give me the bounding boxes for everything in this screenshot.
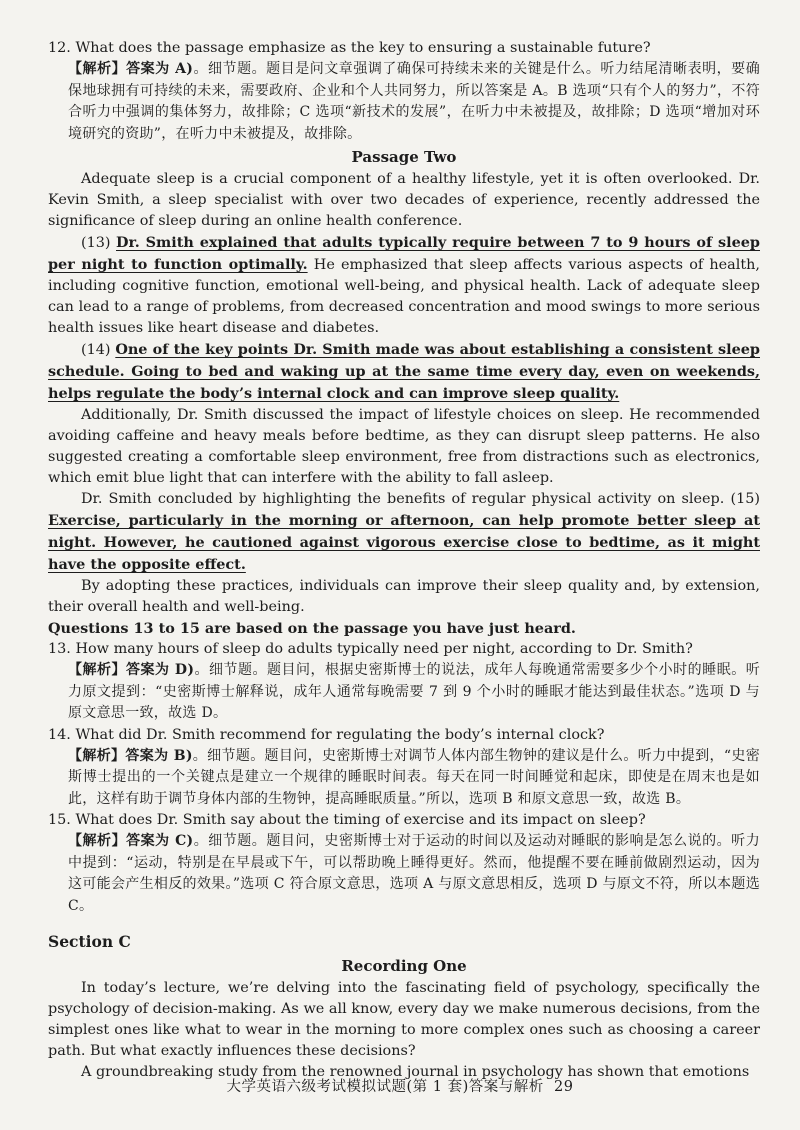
question-15: 15. What does Dr. Smith say about the timing of exercise and its impact on sleep? xyxy=(48,812,646,828)
analysis-text: 。细节题。题目问，史密斯博士对于运动的时间以及运动对睡眠的影响是怎么说的。听力中提到：“运动，特别是在早晨或下午，可以帮助晚上睡得更好。然而，他提醒不要在睡前做剧烈运动，因为这可能会产生相反的效果。”选项 C 符合原文意思，选项 A 与原文意思相反，选项 D 与原文不符，所以本题选 C。 xyxy=(68,833,761,914)
footer-title: 大学英语六级考试模拟试题(第 1 套)答案与解析 xyxy=(226,1079,544,1095)
paragraph-text: Dr. Smith concluded by highlighting the benefits of regular physical activity on sleep. (15) xyxy=(81,491,760,507)
recording-one-heading: Recording One xyxy=(341,957,467,975)
analysis-text: 。细节题。题目是问文章强调了确保可持续未来的关键是什么。听力结尾清晰表明，要确保地球拥有可持续的未来，需要政府、企业和个人共同努力，所以答案是 A。B 选项“只有个人的努力”，不符合听力中强调的集体努力，故排除；C 选项“新技术的发展”，在听力中未被提及，故排除；D 选项“增加对环境研究的资助”，在听力中未被提及，故排除。 xyxy=(68,61,760,142)
analysis-tag: 【解析】答案为 B) xyxy=(68,747,193,764)
passage-paragraph-4: Additionally, Dr. Smith discussed the impact of lifestyle choices on sleep. He recommended avoiding caffeine and heavy meals before bedtime, as they can disrupt sleep patterns. He also suggested creating a comfortable sleep environment, free from distractions such as electronics, which emit blue light that can interfere with the ability to fall asleep. xyxy=(48,407,760,486)
marker-13: (13) xyxy=(81,235,116,251)
passage-paragraph-3 xyxy=(48,339,760,405)
underlined-answer-14: One of the key points Dr. Smith made was about establishing a consistent sleep schedule. Going to bed and waking up at the same time every day, even on weekends, helps regulate the body’s internal clock and can improve sleep quality. xyxy=(48,341,760,402)
page-number: 29 xyxy=(554,1079,574,1095)
question-13: 13. How many hours of sleep do adults typically need per night, according to Dr. Smith? xyxy=(48,641,693,657)
section-c-heading: Section C xyxy=(48,932,131,951)
analysis-tag: 【解析】答案为 D) xyxy=(68,662,195,678)
marker-14: (14) xyxy=(81,342,116,358)
passage-paragraph-5 xyxy=(48,489,760,576)
analysis-14 xyxy=(48,746,760,811)
recording-paragraph-1: In today’s lecture, we’re delving into the fascinating field of psychology, specifically the psychology of decision-making. As we all know, every day we make numerous decisions, from the simplest ones like what to wear in the morning to more complex ones such as choosing a career path. But what exactly influences these decisions? xyxy=(48,980,760,1059)
document-body xyxy=(48,38,760,1083)
question-14: 14. What did Dr. Smith recommend for regulating the body’s internal clock? xyxy=(48,726,605,743)
passage-paragraph-1: Adequate sleep is a crucial component of a healthy lifestyle, yet it is often overlooked. Dr. Kevin Smith, a sleep specialist with over two decades of experience, recently addressed the significance of sleep during an online health conference. xyxy=(48,171,760,229)
passage-paragraph-2 xyxy=(48,232,760,339)
analysis-tag: 【解析】答案为 A) xyxy=(68,61,194,77)
analysis-15 xyxy=(48,831,760,917)
analysis-tag: 【解析】答案为 C) xyxy=(68,833,194,849)
page-footer xyxy=(0,1075,800,1096)
passage-paragraph-6: By adopting these practices, individuals can improve their sleep quality and, by extension, their overall health and well-being. xyxy=(48,578,760,615)
analysis-text: 。细节题。题目问，根据史密斯博士的说法，成年人每晚通常需要多少个小时的睡眠。听力原文提到：“史密斯博士解释说，成年人通常每晚需要 7 到 9 个小时的睡眠才能达到最佳状态。”选项 D 与原文意思一致，故选 D。 xyxy=(68,662,761,721)
analysis-13 xyxy=(48,660,760,725)
passage-two-heading: Passage Two xyxy=(351,148,457,166)
questions-note: Questions 13 to 15 are based on the passage you have just heard. xyxy=(48,620,576,637)
underlined-answer-15: Exercise, particularly in the morning or afternoon, can help promote better sleep at night. However, he cautioned against vigorous exercise close to bedtime, as it might have the opposite effect. xyxy=(48,512,760,573)
underlined-answer-13: Dr. Smith explained that adults typically require between 7 to 9 hours of sleep per night to function optimally. xyxy=(48,234,760,273)
analysis-text: 。细节题。题目问，史密斯博士对调节人体内部生物钟的建议是什么。听力中提到，“史密斯博士提出的一个关键点是建立一个规律的睡眠时间表。每天在同一时间睡觉和起床，即使是在周末也是如此，这样有助于调节身体内部的生物钟，提高睡眠质量。”所以，选项 B 和原文意思一致，故选 B。 xyxy=(68,747,760,807)
paragraph-text: He emphasized that sleep affects various aspects of health, including cognitive function, emotional well-being, and physical health. Lack of adequate sleep can lead to a range of problems, from decreased concentration and mood swings to more serious health issues like heart disease and diabetes. xyxy=(48,257,760,336)
recording-paragraph-2: A groundbreaking study from the renowned journal in psychology has shown that emotions xyxy=(81,1064,750,1080)
question-12: 12. What does the passage emphasize as the key to ensuring a sustainable future? xyxy=(48,40,651,56)
analysis-12 xyxy=(48,59,760,145)
